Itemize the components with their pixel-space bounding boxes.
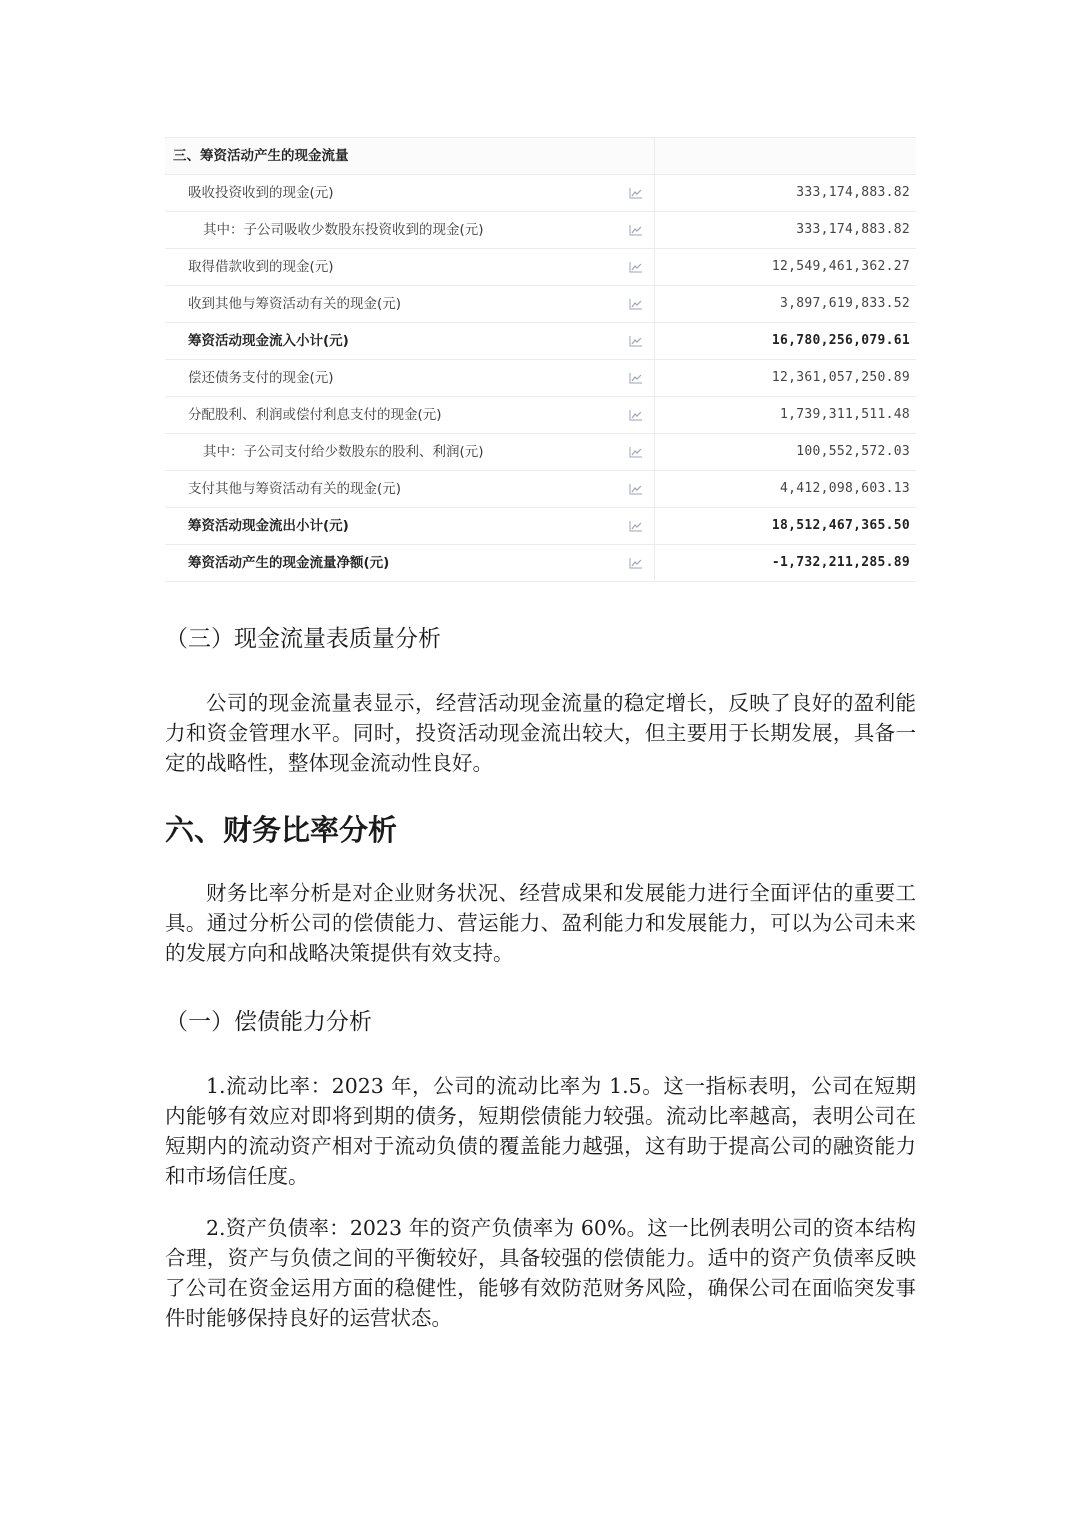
trend-chart-icon[interactable] [629, 409, 643, 421]
paragraph-current-ratio: 1.流动比率：2023 年，公司的流动比率为 1.5。这一指标表明，公司在短期内能够有效应对即将到期的债务，短期偿债能力较强。流动比率越高，表明公司在短期内的流动资产相对于流动负债的覆盖能力越强，这有助于提高公司的融资能力和市场信任度。 [165, 1074, 916, 1188]
row-value: 333,174,883.82 [796, 222, 910, 237]
trend-chart-icon[interactable] [629, 446, 643, 458]
trend-chart-icon[interactable] [629, 372, 643, 384]
chart-cell [620, 175, 655, 211]
row-label: 筹资活动产生的现金流量净额(元) [188, 555, 390, 571]
row-value: 18,512,467,365.50 [771, 518, 910, 533]
row-label: 取得借款收到的现金(元) [188, 259, 334, 275]
row-value: 100,552,572.03 [796, 444, 910, 459]
chart-cell [620, 434, 655, 470]
row-value: 333,174,883.82 [796, 185, 910, 200]
chart-cell [620, 360, 655, 396]
paragraph-ratio: 财务比率分析是对企业财务状况、经营成果和发展能力进行全面评估的重要工具。通过分析公司的偿债能力、营运能力、盈利能力和发展能力，可以为公司未来的发展方向和战略决策提供有效支持。 [165, 881, 916, 965]
table-row [165, 249, 916, 286]
table-row [165, 471, 916, 508]
section-heading-solvency: （一）偿债能力分析 [165, 1009, 372, 1035]
trend-chart-icon[interactable] [629, 557, 643, 569]
table-row [165, 434, 916, 471]
row-value: 1,739,311,511.48 [779, 407, 910, 422]
row-value: 12,361,057,250.89 [771, 370, 910, 385]
chart-cell [620, 212, 655, 248]
section-heading-ratio: 六、财务比率分析 [165, 813, 398, 847]
chart-cell [620, 508, 655, 544]
trend-chart-icon[interactable] [629, 261, 643, 273]
trend-chart-icon[interactable] [629, 520, 643, 532]
table-row [165, 360, 916, 397]
trend-chart-icon[interactable] [629, 187, 643, 199]
chart-cell [620, 249, 655, 285]
row-label: 三、筹资活动产生的现金流量 [173, 148, 349, 164]
chart-cell [620, 138, 655, 174]
table-row [165, 286, 916, 323]
paragraph-quality: 公司的现金流量表显示，经营活动现金流量的稳定增长，反映了良好的盈利能力和资金管理水平。同时，投资活动现金流出较大，但主要用于长期发展，具备一定的战略性，整体现金流动性良好。 [165, 691, 916, 775]
row-label: 支付其他与筹资活动有关的现金(元) [188, 481, 402, 497]
row-label: 吸收投资收到的现金(元) [188, 185, 334, 201]
row-value: -1,732,211,285.89 [771, 555, 910, 570]
section-heading-quality: （三）现金流量表质量分析 [165, 626, 441, 652]
chart-cell [620, 323, 655, 359]
row-label: 筹资活动现金流出小计(元) [188, 518, 349, 534]
chart-cell [620, 471, 655, 507]
row-value: 12,549,461,362.27 [771, 259, 910, 274]
cash-flow-table [165, 137, 916, 582]
row-label: 分配股利、利润或偿付利息支付的现金(元) [188, 407, 442, 423]
chart-cell [620, 545, 655, 581]
table-row [165, 212, 916, 249]
paragraph-debt-ratio: 2.资产负债率：2023 年的资产负债率为 60%。这一比例表明公司的资本结构合理，资产与负债之间的平衡较好，具备较强的偿债能力。适中的资产负债率反映了公司在资金运用方面的稳健性，能够有效防范财务风险，确保公司在面临突发事件时能够保持良好的运营状态。 [165, 1216, 916, 1330]
table-row [165, 323, 916, 360]
table-row [165, 397, 916, 434]
table-row [165, 138, 916, 175]
row-label: 筹资活动现金流入小计(元) [188, 333, 349, 349]
trend-chart-icon[interactable] [629, 335, 643, 347]
row-value: 16,780,256,079.61 [771, 333, 910, 348]
trend-chart-icon[interactable] [629, 298, 643, 310]
row-label: 其中：子公司支付给少数股东的股利、利润(元) [203, 444, 484, 460]
row-label: 偿还债务支付的现金(元) [188, 370, 334, 386]
trend-chart-icon[interactable] [629, 224, 643, 236]
row-label: 收到其他与筹资活动有关的现金(元) [188, 296, 402, 312]
row-value: 4,412,098,603.13 [779, 481, 910, 496]
row-label: 其中：子公司吸收少数股东投资收到的现金(元) [203, 222, 484, 238]
chart-cell [620, 397, 655, 433]
table-row [165, 175, 916, 212]
trend-chart-icon[interactable] [629, 483, 643, 495]
table-row [165, 508, 916, 545]
table-row [165, 545, 916, 582]
chart-cell [620, 286, 655, 322]
row-value: 3,897,619,833.52 [779, 296, 910, 311]
